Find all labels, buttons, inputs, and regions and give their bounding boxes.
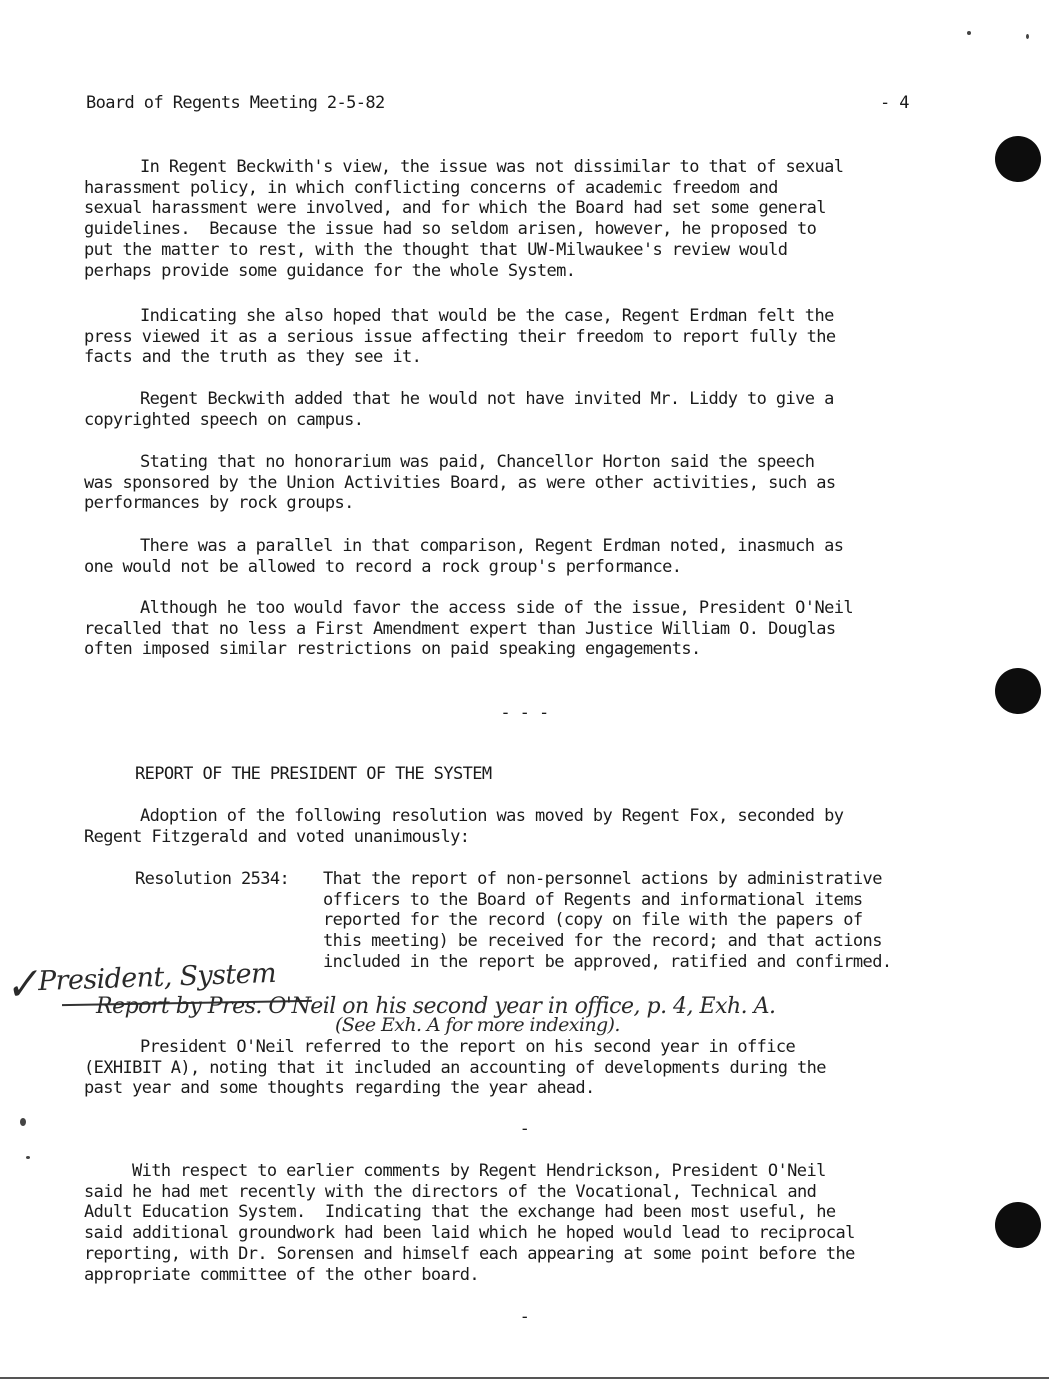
paragraph-resolution-adoption: Adoption of the following resolution was moved by Regent Fox, seconded by Regent Fitzgerald and voted unanimously: bbox=[84, 806, 844, 847]
binder-hole-1 bbox=[995, 136, 1041, 182]
paragraph-beckwith-liddy: Regent Beckwith added that he would not have invited Mr. Liddy to give a copyrighted speech on campus. bbox=[84, 389, 834, 430]
scan-speck bbox=[1026, 34, 1029, 39]
handwritten-index-entry: Report by Pres. O'Neil on his second year in office, p. 4, Exh. A. bbox=[96, 994, 776, 1019]
paragraph-oneil-access: Although he too would favor the access side of the issue, President O'Neil recalled that no less a First Amendment expert than Justice William O. Douglas often imposed similar restrictions on paid speaking engagements. bbox=[84, 598, 853, 660]
paragraph-horton-speech: Stating that no honorarium was paid, Chancellor Horton said the speech was sponsored by the Union Activities Board, as were other activities, such as performances by rock groups. bbox=[84, 452, 836, 514]
handwritten-index-note: (See Exh. A for more indexing). bbox=[335, 1014, 620, 1036]
page-number: - 4 bbox=[880, 93, 909, 113]
scan-speck bbox=[26, 1156, 30, 1159]
page-header-title: Board of Regents Meeting 2-5-82 bbox=[86, 93, 385, 113]
resolution-label: Resolution 2534: bbox=[135, 869, 290, 889]
dash-separator-end: - bbox=[519, 1307, 530, 1327]
scan-speck bbox=[967, 31, 971, 35]
page-bottom-edge bbox=[0, 1377, 1049, 1379]
paragraph-hendrickson-comments: With respect to earlier comments by Regent Hendrickson, President O'Neil said he had met recently with the directors of the Vocational, Technical and Adult Education System. Indicating that the exchange had been most useful, he said additional groundwork had been laid which he hoped would lead to reciprocal reporting, with Dr. Sorensen and himself each appearing at some point before the appropriate committee of the other board. bbox=[84, 1161, 855, 1285]
binder-hole-3 bbox=[995, 1202, 1041, 1248]
paragraph-beckwith-view: In Regent Beckwith's view, the issue was not dissimilar to that of sexual harassment policy, in which conflicting concerns of academic freedom and sexual harassment were involved, and for which the Board had set some general guidelines. Because the issue had so seldom arisen, however, he proposed to put the matter to rest, with the thought that UW-Milwaukee's review would perhaps provide some guidance for the whole System. bbox=[84, 157, 844, 281]
handwritten-index-heading: President, System bbox=[37, 957, 277, 998]
handwritten-checkmark: ✓ bbox=[0, 957, 42, 1012]
resolution-text: That the report of non-personnel actions by administrative officers to the Board of Regents and informational items reported for the record (copy on file with the papers of this meeting) be received for the record; and that actions included in the report be approved, ratified and confirmed. bbox=[323, 869, 892, 972]
section-separator: - - - bbox=[500, 703, 549, 723]
paragraph-oneil-report: President O'Neil referred to the report on his second year in office (EXHIBIT A), noting that it included an accounting of developments during the past year and some thoughts regarding the year ahead. bbox=[84, 1037, 826, 1099]
paragraph-erdman-parallel: There was a parallel in that comparison, Regent Erdman noted, inasmuch as one would not be allowed to record a rock group's performance. bbox=[84, 536, 844, 577]
section-heading: REPORT OF THE PRESIDENT OF THE SYSTEM bbox=[135, 764, 492, 784]
dash-separator: - bbox=[519, 1119, 530, 1139]
paragraph-erdman-press: Indicating she also hoped that would be the case, Regent Erdman felt the press viewed it as a serious issue affecting their freedom to report fully the facts and the truth as they see it. bbox=[84, 306, 836, 368]
